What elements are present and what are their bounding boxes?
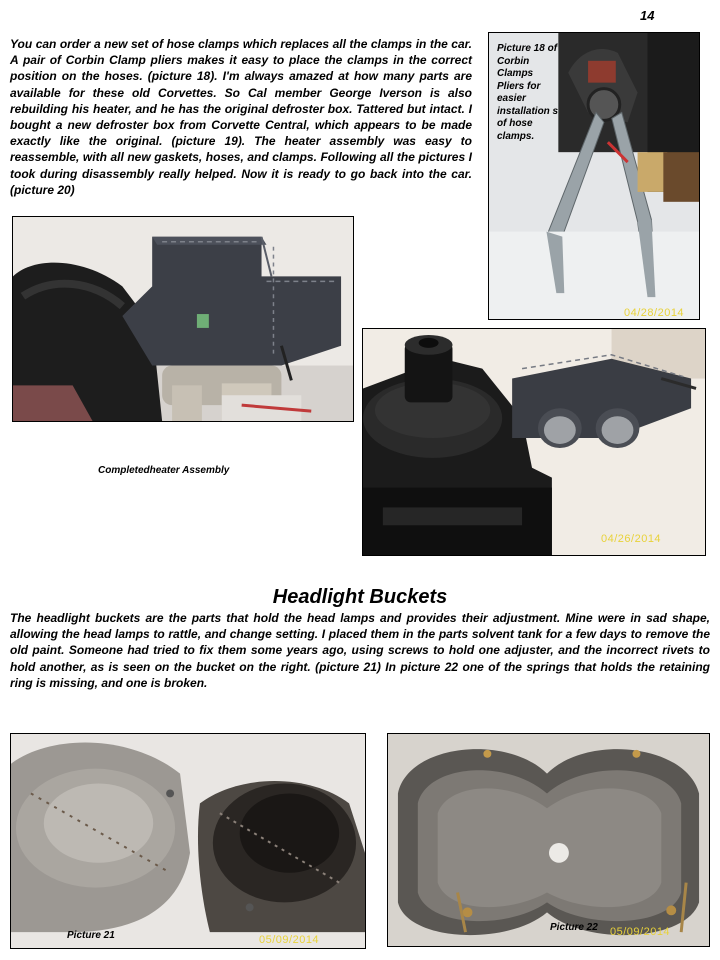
picture-19-defroster-box-photo	[12, 216, 354, 422]
headlight-paragraph: The headlight buckets are the parts that hold the head lamps and provides their adjustment. Mine were in sad shape, allowing the head lamps to rattle, and change setting. I placed them in the parts solvent tank for a few days to remove the old paint. Someone had tried to fix them some years ago, using screws to hold one adjuster, and the incorrect rivets to hold another, as is seen on the bucket on the right. (picture 21) In picture 22 one of the springs that holds the retaining ring is missing, and one is broken.	[10, 611, 710, 690]
completed-heater-caption: Completedheater Assembly	[98, 465, 230, 476]
picture-21-date-stamp: 05/09/2014	[259, 934, 320, 946]
picture-20-date-stamp: 04/26/2014	[601, 533, 662, 545]
section-heading-headlight-buckets: Headlight Buckets	[272, 586, 448, 608]
picture-18-pliers-photo	[488, 32, 700, 320]
picture-22-headlight-bucket-photo	[387, 733, 710, 947]
picture-22-date-stamp: 05/09/2014	[610, 926, 671, 938]
page-number: 14	[640, 8, 655, 23]
picture-21-headlight-buckets-photo	[10, 733, 366, 949]
picture-18-date-stamp: 04/28/2014	[624, 307, 685, 319]
picture-21-label: Picture 21	[67, 930, 115, 941]
picture-20-heater-assembly-photo	[362, 328, 706, 556]
picture-18-caption: Picture 18 of Corbin Clamps Pliers for easier installation s of hose clamps.	[497, 43, 559, 142]
picture-22-label: Picture 22	[550, 922, 598, 933]
intro-paragraph: You can order a new set of hose clamps which replaces all the clamps in the car. A pair of Corbin Clamp pliers makes it easy to place the clamps in the correct position on the hoses. (picture 18). I'm always amazed at how many parts are available for these old Corvettes. So Cal member George Iverson is also rebuilding his heater, and he has the original defroster box. Tattered but intact. I bought a new defroster box from Corvette Central, which appears to be made exactly like the original. (picture 19). The heater assembly was easy to reassemble, with all new gaskets, hoses, and clamps. Following all the pictures I took during disassembly really helped. Now it is ready to go back into the car. (picture 20)	[10, 37, 472, 197]
